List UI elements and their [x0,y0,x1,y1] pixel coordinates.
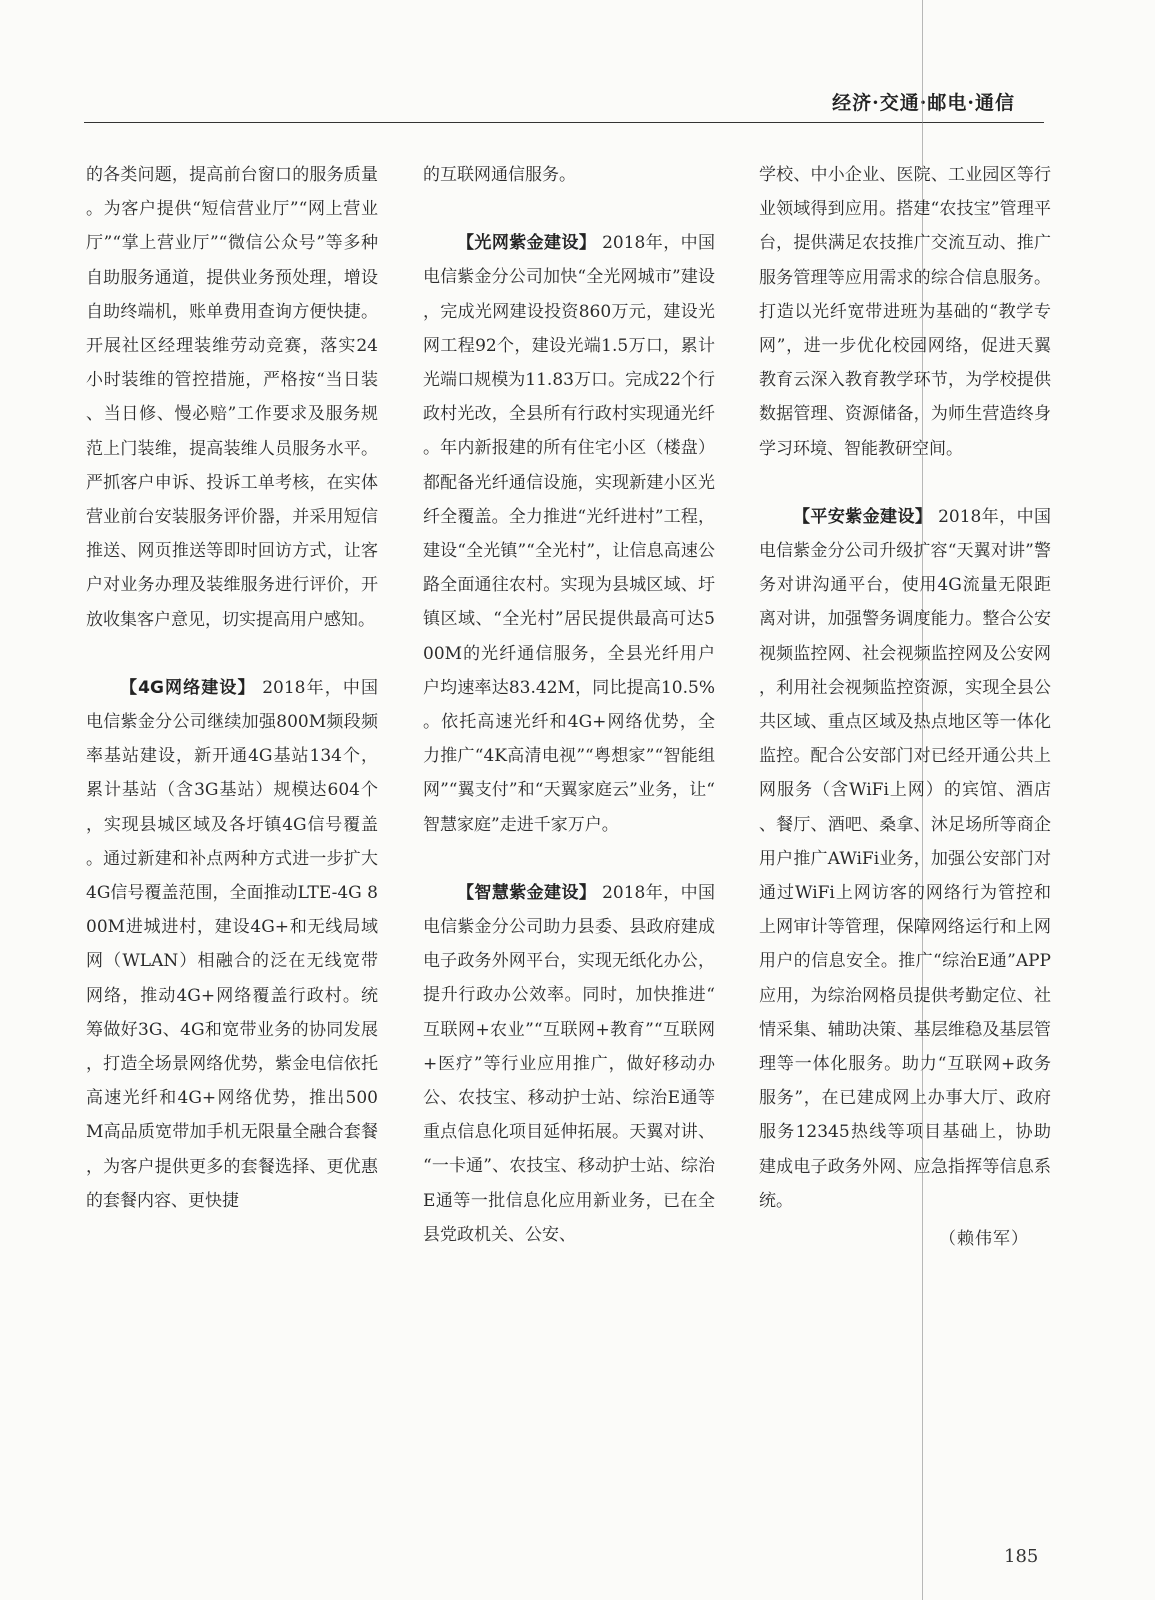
section-heading-4g: 【4G网络建设】 [120,677,256,698]
header-rule [84,122,1044,123]
paragraph-gap [86,637,378,671]
section-body-fiber: 2018年，中国电信紫金分公司加快“全光网城市”建设，完成光网建设投资860万元，建设光网工程92个，建设光端1.5万口，累计光端口规模为11.83万口。完成22个行政村光改，全县所有行政村实现通光纤。年内新报建的所有住宅小区（楼盘）都配备光纤通信设施，实现新建小区光纤全覆盖。全力推进“光纤进村”工程，建设“全光镇”“全光村”，让信息高速公路全面通往农村。实现为县城区域、圩镇区域、“全光村”居民提供最高可达500M的光纤通信服务，全县光纤用户户均速率达83.42M，同比提高10.5%。依托高速光纤和4G+网络优势，全力推广“4K高清电视”“粤想家”“智能组网”“翼支付”和“天翼家庭云”业务，让“智慧家庭”走进千家万户。 [423,233,716,835]
paragraph-continuation: 学校、中小企业、医院、工业园区等行业领域得到应用。搭建“农技宝”管理平台，提供满足农技推广交流互动、推广服务管理等应用需求的综合信息服务。打造以光纤宽带进班为基础的“教学专网”，进一步优化校园网络，促进天翼教育云深入教育教学环节，为学校提供数据管理、资源储备，为师生营造终身学习环境、智能教研空间。 [759,165,1051,459]
text-column-2 [423,158,715,1252]
section-body-4g: 2018年，中国电信紫金分公司继续加强800M频段频率基站建设，新开通4G基站134个，累计基站（含3G基站）规模达604个，实现县城区域及各圩镇4G信号覆盖。通过新建和补点两种方式进一步扩大4G信号覆盖范围，全面推动LTE-4G 800M进城进村，建设4G+和无线局域网（WLAN）相融合的泛在无线宽带网络，推动4G+网络覆盖行政村。统筹做好3G、4G和宽带业务的协同发展，打造全场景网络优势，紫金电信依托高速光纤和4G+网络优势，推出500M高品质宽带加手机无限量全融合套餐，为客户提供更多的套餐选择、更优惠的套餐内容、更快捷 [86,677,379,1211]
paragraph-service-quality: 的各类问题，提高前台窗口的服务质量。为客户提供“短信营业厅”“网上营业厅”“掌上营业厅”“微信公众号”等多种自助服务通道，提供业务预处理，增设自助终端机，账单费用查询方便快捷。开展社区经理装维劳动竞赛，落实24小时装维的管控措施，严格按“当日装、当日修、慢必赔”工作要求及服务规范上门装维，提高装维人员服务水平。严抓客户申诉、投诉工单考核，在实体营业前台安装服务评价器，并采用短信推送、网页推送等即时回访方式，让客户对业务办理及装维服务进行评价，开放收集客户意见，切实提高用户感知。 [86,165,378,630]
section-heading-smart: 【智慧紫金建设】 [457,882,597,903]
section-heading-fiber: 【光网紫金建设】 [457,233,597,254]
author-credit: （赖伟军） [939,1229,1029,1250]
paragraph-gap [423,192,715,226]
paragraph-gap [759,466,1051,500]
text-column-3 [759,158,1051,1256]
section-4g-network [86,671,378,1218]
section-safe-zijin [759,500,1051,1218]
paragraph-continuation: 的互联网通信服务。 [423,165,576,185]
text-column-1 [86,158,378,1218]
section-heading-safe: 【平安紫金建设】 [793,506,933,527]
section-fiber-network [423,226,715,842]
page-number: 185 [1004,1546,1039,1567]
section-body-smart: 2018年，中国电信紫金分公司助力县委、县政府建成电子政务外网平台，实现无纸化办公，提升行政办公效率。同时，加快推进“互联网+农业”“互联网+教育”“互联网+医疗”等行业应用推广，做好移动办公、农技宝、移动护士站、综治E通等重点信息化项目延伸拓展。天翼对讲、“一卡通”、农技宝、移动护士站、综治E通等一批信息化应用新业务，已在全县党政机关、公安、 [423,882,716,1245]
section-body-safe: 2018年，中国电信紫金分公司升级扩容“天翼对讲”警务对讲沟通平台，使用4G流量无限距离对讲，加强警务调度能力。整合公安视频监控网、社会视频监控网及公安网，利用社会视频监控资源，实现全县公共区域、重点区域及热点地区等一体化监控。配合公安部门对已经开通公共上网服务（含WiFi上网）的宾馆、酒店、餐厅、酒吧、桑拿、沐足场所等商企用户推广AWiFi业务，加强公安部门对通过WiFi上网访客的网络行为管控和上网审计等管理，保障网络运行和上网用户的信息安全。推广“综治E通”APP应用，为综治网格员提供考勤定位、社情采集、辅助决策、基层维稳及基层管理等一体化服务。助力“互联网+政务服务”，在已建成网上办事大厅、政府服务12345热线等项目基础上，协助建成电子政务外网、应急指挥等信息系统。 [759,506,1052,1211]
section-smart-zijin [423,876,715,1252]
paragraph-gap [423,842,715,876]
running-header-title: 经济·交通·邮电·通信 [832,92,1015,114]
